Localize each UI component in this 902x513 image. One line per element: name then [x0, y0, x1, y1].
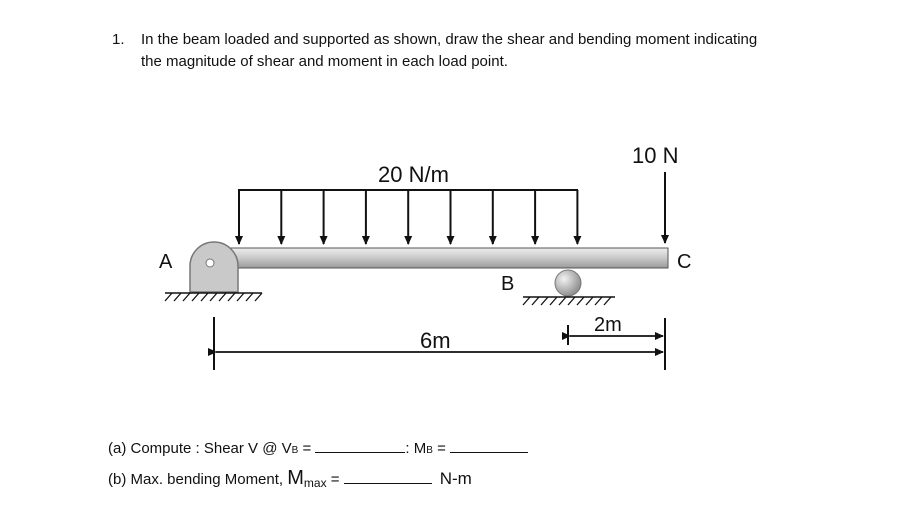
question-text-line-1: In the beam loaded and supported as shown, draw the shear and bending moment indicating [141, 31, 758, 48]
part-b-prefix: (b) Max. bending Moment, [108, 471, 288, 488]
hatch-mark [228, 293, 235, 301]
question-text-line-2: the magnitude of shear and moment in each load point. [141, 53, 508, 70]
part-a-eq: = [298, 440, 316, 457]
part-b-eq: = [326, 471, 344, 488]
shear-answer-blank[interactable] [315, 451, 405, 453]
distributed-load-label: 20 N/m [378, 162, 449, 187]
hatch-mark [604, 297, 611, 305]
part-a-sep: : M [405, 440, 427, 457]
beam [216, 248, 668, 268]
hatch-mark [183, 293, 190, 301]
hatch-mark [523, 297, 530, 305]
hatch-mark [165, 293, 172, 301]
span-overhang-label: 2m [594, 314, 622, 336]
point-load-label: 10 N [632, 143, 679, 168]
part-a-sub: B [291, 445, 299, 456]
part-a-prefix: (a) Compute : Shear V @ V [108, 440, 292, 457]
hatch-mark [559, 297, 566, 305]
hatch-mark [541, 297, 548, 305]
hatch-mark [192, 293, 199, 301]
pin-support-a [190, 242, 238, 292]
support-b-label: B [501, 273, 515, 295]
hatch-mark [201, 293, 208, 301]
ground-hatch-a [165, 293, 262, 301]
part-a [108, 440, 528, 457]
part-b-msub: max [303, 476, 327, 490]
roller-support-b [555, 270, 581, 296]
part-b [108, 467, 472, 490]
moment-b-answer-blank[interactable] [450, 451, 528, 453]
hatch-mark [595, 297, 602, 305]
hatch-mark [219, 293, 226, 301]
hatch-mark [237, 293, 244, 301]
hatch-mark [255, 293, 262, 301]
hatch-mark [246, 293, 253, 301]
hatch-mark [174, 293, 181, 301]
end-c-label: C [677, 251, 692, 273]
ground-hatch-b [523, 297, 611, 305]
hatch-mark [550, 297, 557, 305]
max-moment-answer-blank[interactable] [344, 482, 432, 484]
hatch-mark [532, 297, 539, 305]
hatch-mark [568, 297, 575, 305]
distributed-load-arrows [239, 190, 577, 244]
support-a-label: A [159, 251, 173, 273]
part-b-unit: N-m [439, 469, 472, 488]
pin-icon [206, 259, 214, 267]
hatch-mark [577, 297, 584, 305]
part-a-meq: = [432, 440, 451, 457]
part-b-m: M [287, 467, 304, 489]
span-main-label: 6m [420, 328, 451, 353]
question-number: 1. [112, 31, 125, 48]
part-a-msub: B [426, 445, 433, 456]
hatch-mark [210, 293, 217, 301]
hatch-mark [586, 297, 593, 305]
